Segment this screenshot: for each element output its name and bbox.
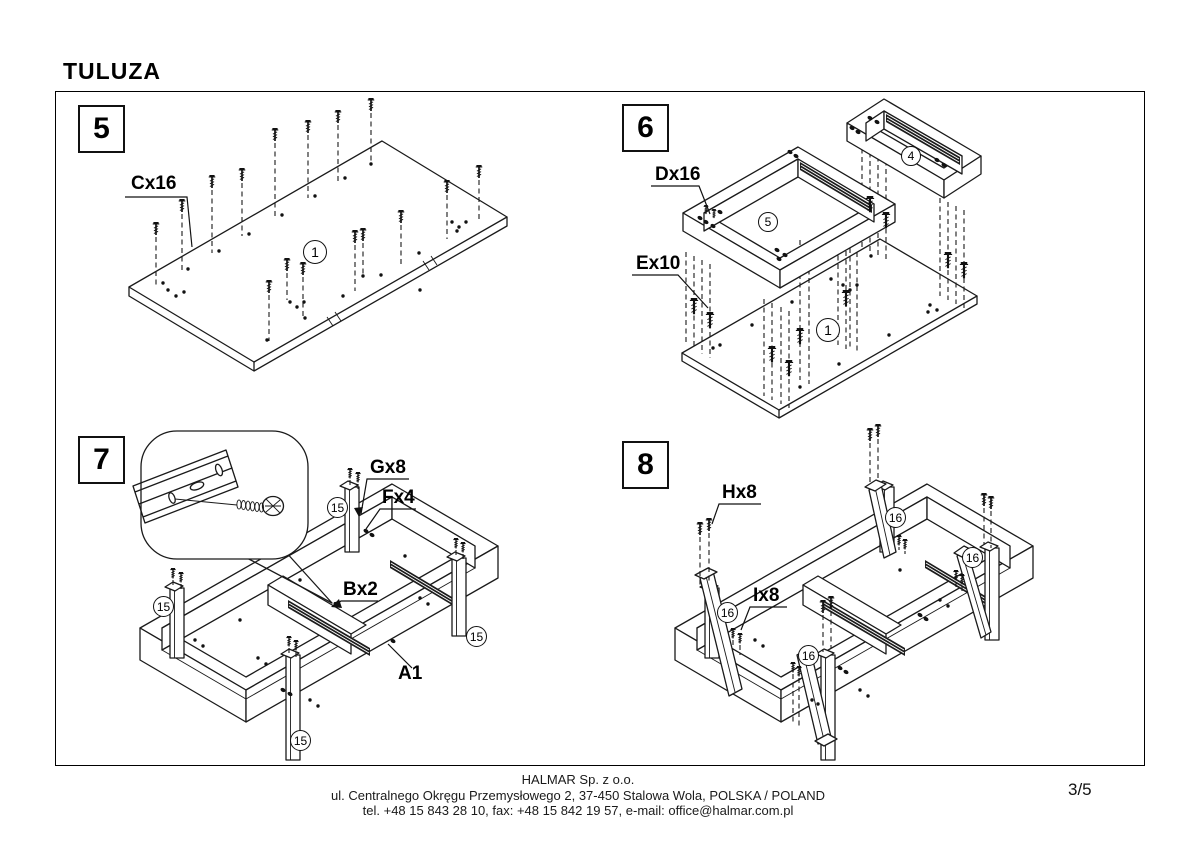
step7-number: 7 [78,436,125,484]
footer [70,772,1086,819]
hardware-label-b: Bx2 [343,579,378,600]
footer-address: ul. Centralnego Okręgu Przemysłowego 2, 37-450 Stalowa Wola, POLSKA / POLAND [330,787,825,803]
step6-figure [632,99,981,418]
part-ref-bracket: 15 [327,497,348,518]
page-title: TULUZA [63,58,161,84]
hardware-label-h: Hx8 [722,482,757,503]
part-ref-frame-left: 5 [758,212,778,232]
footer-company: HALMAR Sp. z o.o. [521,772,635,787]
hardware-label-a: A1 [398,663,423,684]
hardware-label-c: Cx16 [131,173,177,194]
step7-figure [133,431,498,760]
step8-figure [675,424,1033,760]
hardware-label-i: Ix8 [753,585,780,606]
part-ref-leg: 16 [962,547,983,568]
part-ref-leg: 16 [717,602,738,623]
step6-number: 6 [622,104,669,152]
footer-contact: tel. +48 15 843 28 10, fax: +48 15 842 19 57, e-mail: office@halmar.com.pl [362,803,794,818]
hardware-label-f: Fx4 [382,487,415,508]
hardware-label-e: Ex10 [636,253,681,274]
part-ref-panel: 1 [303,240,327,264]
part-ref-bracket: 15 [290,730,311,751]
step8-number: 8 [622,441,669,489]
hardware-label-g: Gx8 [370,457,406,478]
hardware-label-d: Dx16 [655,164,701,185]
step5-figure [125,98,507,371]
part-ref-leg: 16 [798,645,819,666]
step5-number: 5 [78,105,125,153]
part-ref-bracket: 15 [466,626,487,647]
part-ref-bracket: 15 [153,596,174,617]
part-ref-panel-2: 1 [816,318,840,342]
part-ref-frame-right: 4 [901,146,921,166]
part-ref-leg: 16 [885,507,906,528]
page-number: 3/5 [1068,780,1092,799]
